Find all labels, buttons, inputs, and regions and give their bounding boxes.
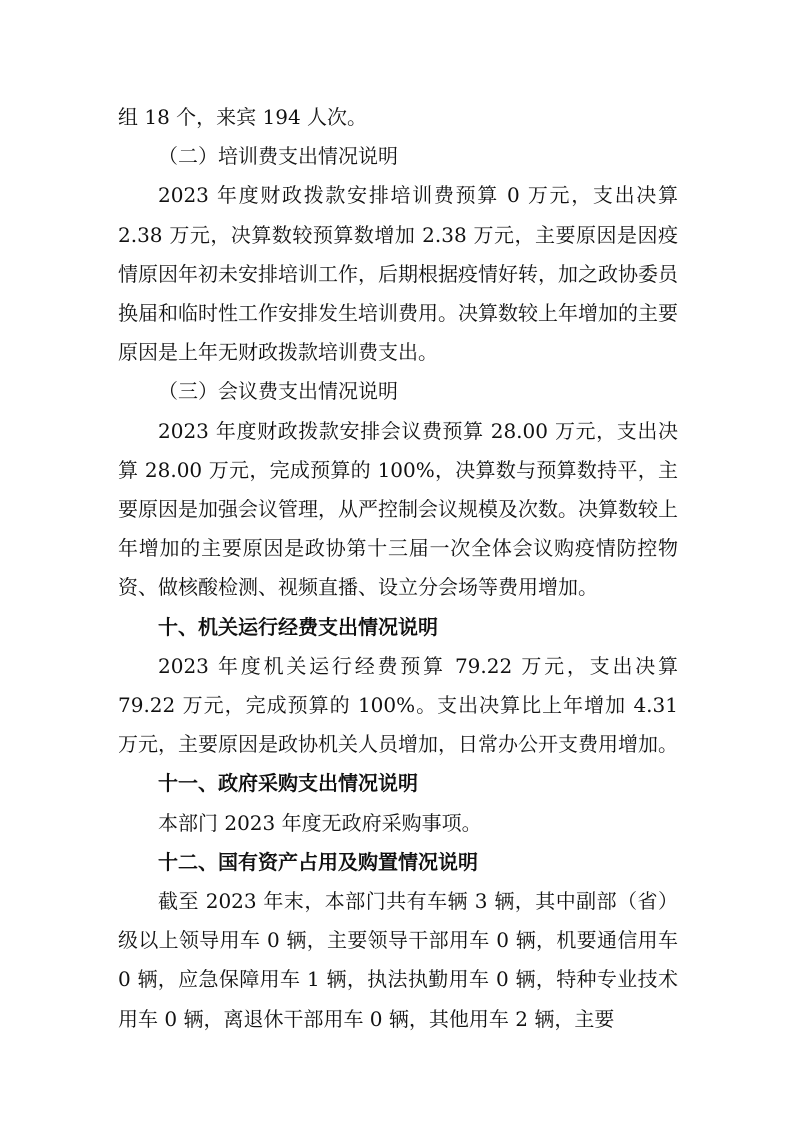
paragraph-operating-expenses: 2023 年度机关运行经费预算 79.22 万元，支出决算 79.22 万元，完成预算的 100%。支出决算比上年增加 4.31 万元，主要原因是政协机关人员增加，日常办公开支费用增加。 [118, 653, 678, 757]
paragraph-training-fee: 2023 年度财政拨款安排培训费预算 0 万元，支出决算 2.38 万元，决算数较预算数增加 2.38 万元，主要原因是因疫情原因年初未安排培训工作，后期根据疫情好转，加之政协委员换届和临时性工作安排发生培训费用。决算数较上年增加的主要原因是上年无财政拨款培训费支出。 [118, 183, 678, 365]
paragraph-meeting-fee: 2023 年度财政拨款安排会议费预算 28.00 万元，支出决算 28.00 万元，完成预算的 100%，决算数与预算数持平，主要原因是加强会议管理，从严控制会议规模及次数。决算数较上年增加的主要原因是政协第十三届一次全体会议购疫情防控物资、做核酸检测、视频直播、设立分会场等费用增加。 [118, 418, 678, 600]
section-heading-state-assets: 十二、国有资产占用及购置情况说明 [158, 849, 478, 874]
paragraph-continuation: 组 18 个，来宾 194 人次。 [118, 105, 368, 129]
section-heading-training-fee: （二）培训费支出情况说明 [158, 144, 398, 169]
section-heading-government-procurement: 十一、政府采购支出情况说明 [158, 771, 418, 796]
section-heading-operating-expenses: 十、机关运行经费支出情况说明 [158, 614, 438, 639]
paragraph-government-procurement: 本部门 2023 年度无政府采购事项。 [158, 810, 482, 835]
section-heading-meeting-fee: （三）会议费支出情况说明 [158, 379, 398, 404]
document-body [118, 98, 678, 1039]
paragraph-state-assets: 截至 2023 年末，本部门共有车辆 3 辆，其中副部（省）级以上领导用车 0 辆，主要领导干部用车 0 辆，机要通信用车 0 辆，应急保障用车 1 辆，执法执勤用车 0 辆，特种专业技术用车 0 辆，离退休干部用车 0 辆，其他用车 2 辆，主要 [118, 889, 678, 1031]
